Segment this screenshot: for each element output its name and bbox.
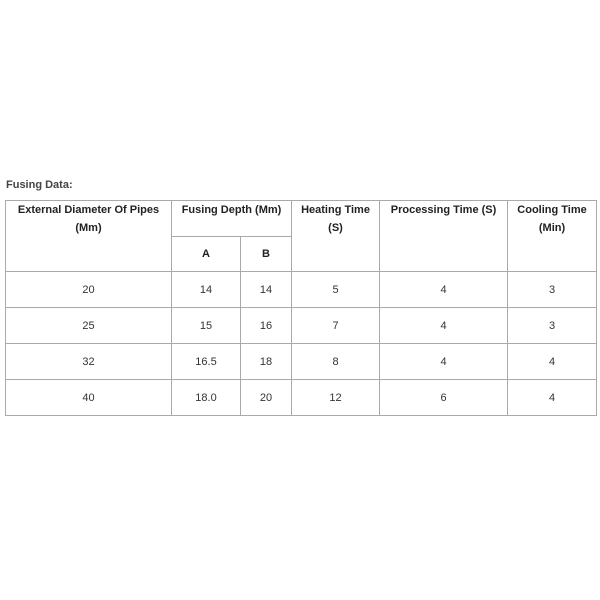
header-cooling-line2: (Min) — [538, 222, 566, 234]
section-title: Fusing Data: — [6, 179, 73, 191]
header-depth-a: A — [172, 237, 241, 272]
cell-depth-b: 20 — [241, 380, 292, 416]
table-row — [6, 308, 597, 344]
cell-cooling: 3 — [508, 272, 597, 308]
cell-diameter: 40 — [6, 380, 172, 416]
header-heating-line2: (S) — [328, 222, 343, 234]
cell-diameter: 32 — [6, 344, 172, 380]
cell-processing: 4 — [380, 344, 508, 380]
cell-depth-b: 16 — [241, 308, 292, 344]
header-depth-b: B — [241, 237, 292, 272]
cell-depth-a: 15 — [172, 308, 241, 344]
cell-cooling: 4 — [508, 344, 597, 380]
cell-processing: 6 — [380, 380, 508, 416]
cell-cooling: 3 — [508, 308, 597, 344]
cell-heating: 5 — [292, 272, 380, 308]
cell-depth-a: 16.5 — [172, 344, 241, 380]
cell-depth-b: 18 — [241, 344, 292, 380]
cell-processing: 4 — [380, 272, 508, 308]
table-row — [6, 344, 597, 380]
header-diameter-line2: (Mm) — [75, 222, 102, 234]
cell-heating: 12 — [292, 380, 380, 416]
header-processing-time: Processing Time (S) — [380, 201, 508, 272]
header-cooling-line1: Cooling Time — [517, 204, 587, 216]
header-diameter-line1: External Diameter Of Pipes — [17, 204, 160, 216]
cell-diameter: 20 — [6, 272, 172, 308]
cell-processing: 4 — [380, 308, 508, 344]
table-row — [6, 272, 597, 308]
cell-heating: 7 — [292, 308, 380, 344]
cell-depth-a: 18.0 — [172, 380, 241, 416]
header-fusing-depth: Fusing Depth (Mm) — [172, 201, 292, 237]
header-heating-line1: Heating Time — [301, 204, 370, 216]
header-cooling-time — [508, 201, 597, 272]
cell-diameter: 25 — [6, 308, 172, 344]
cell-depth-a: 14 — [172, 272, 241, 308]
fusing-data-table — [5, 200, 597, 416]
cell-cooling: 4 — [508, 380, 597, 416]
table-row — [6, 380, 597, 416]
table-header-row — [6, 201, 597, 237]
cell-heating: 8 — [292, 344, 380, 380]
cell-depth-b: 14 — [241, 272, 292, 308]
header-heating-time — [292, 201, 380, 272]
header-diameter — [6, 201, 172, 272]
